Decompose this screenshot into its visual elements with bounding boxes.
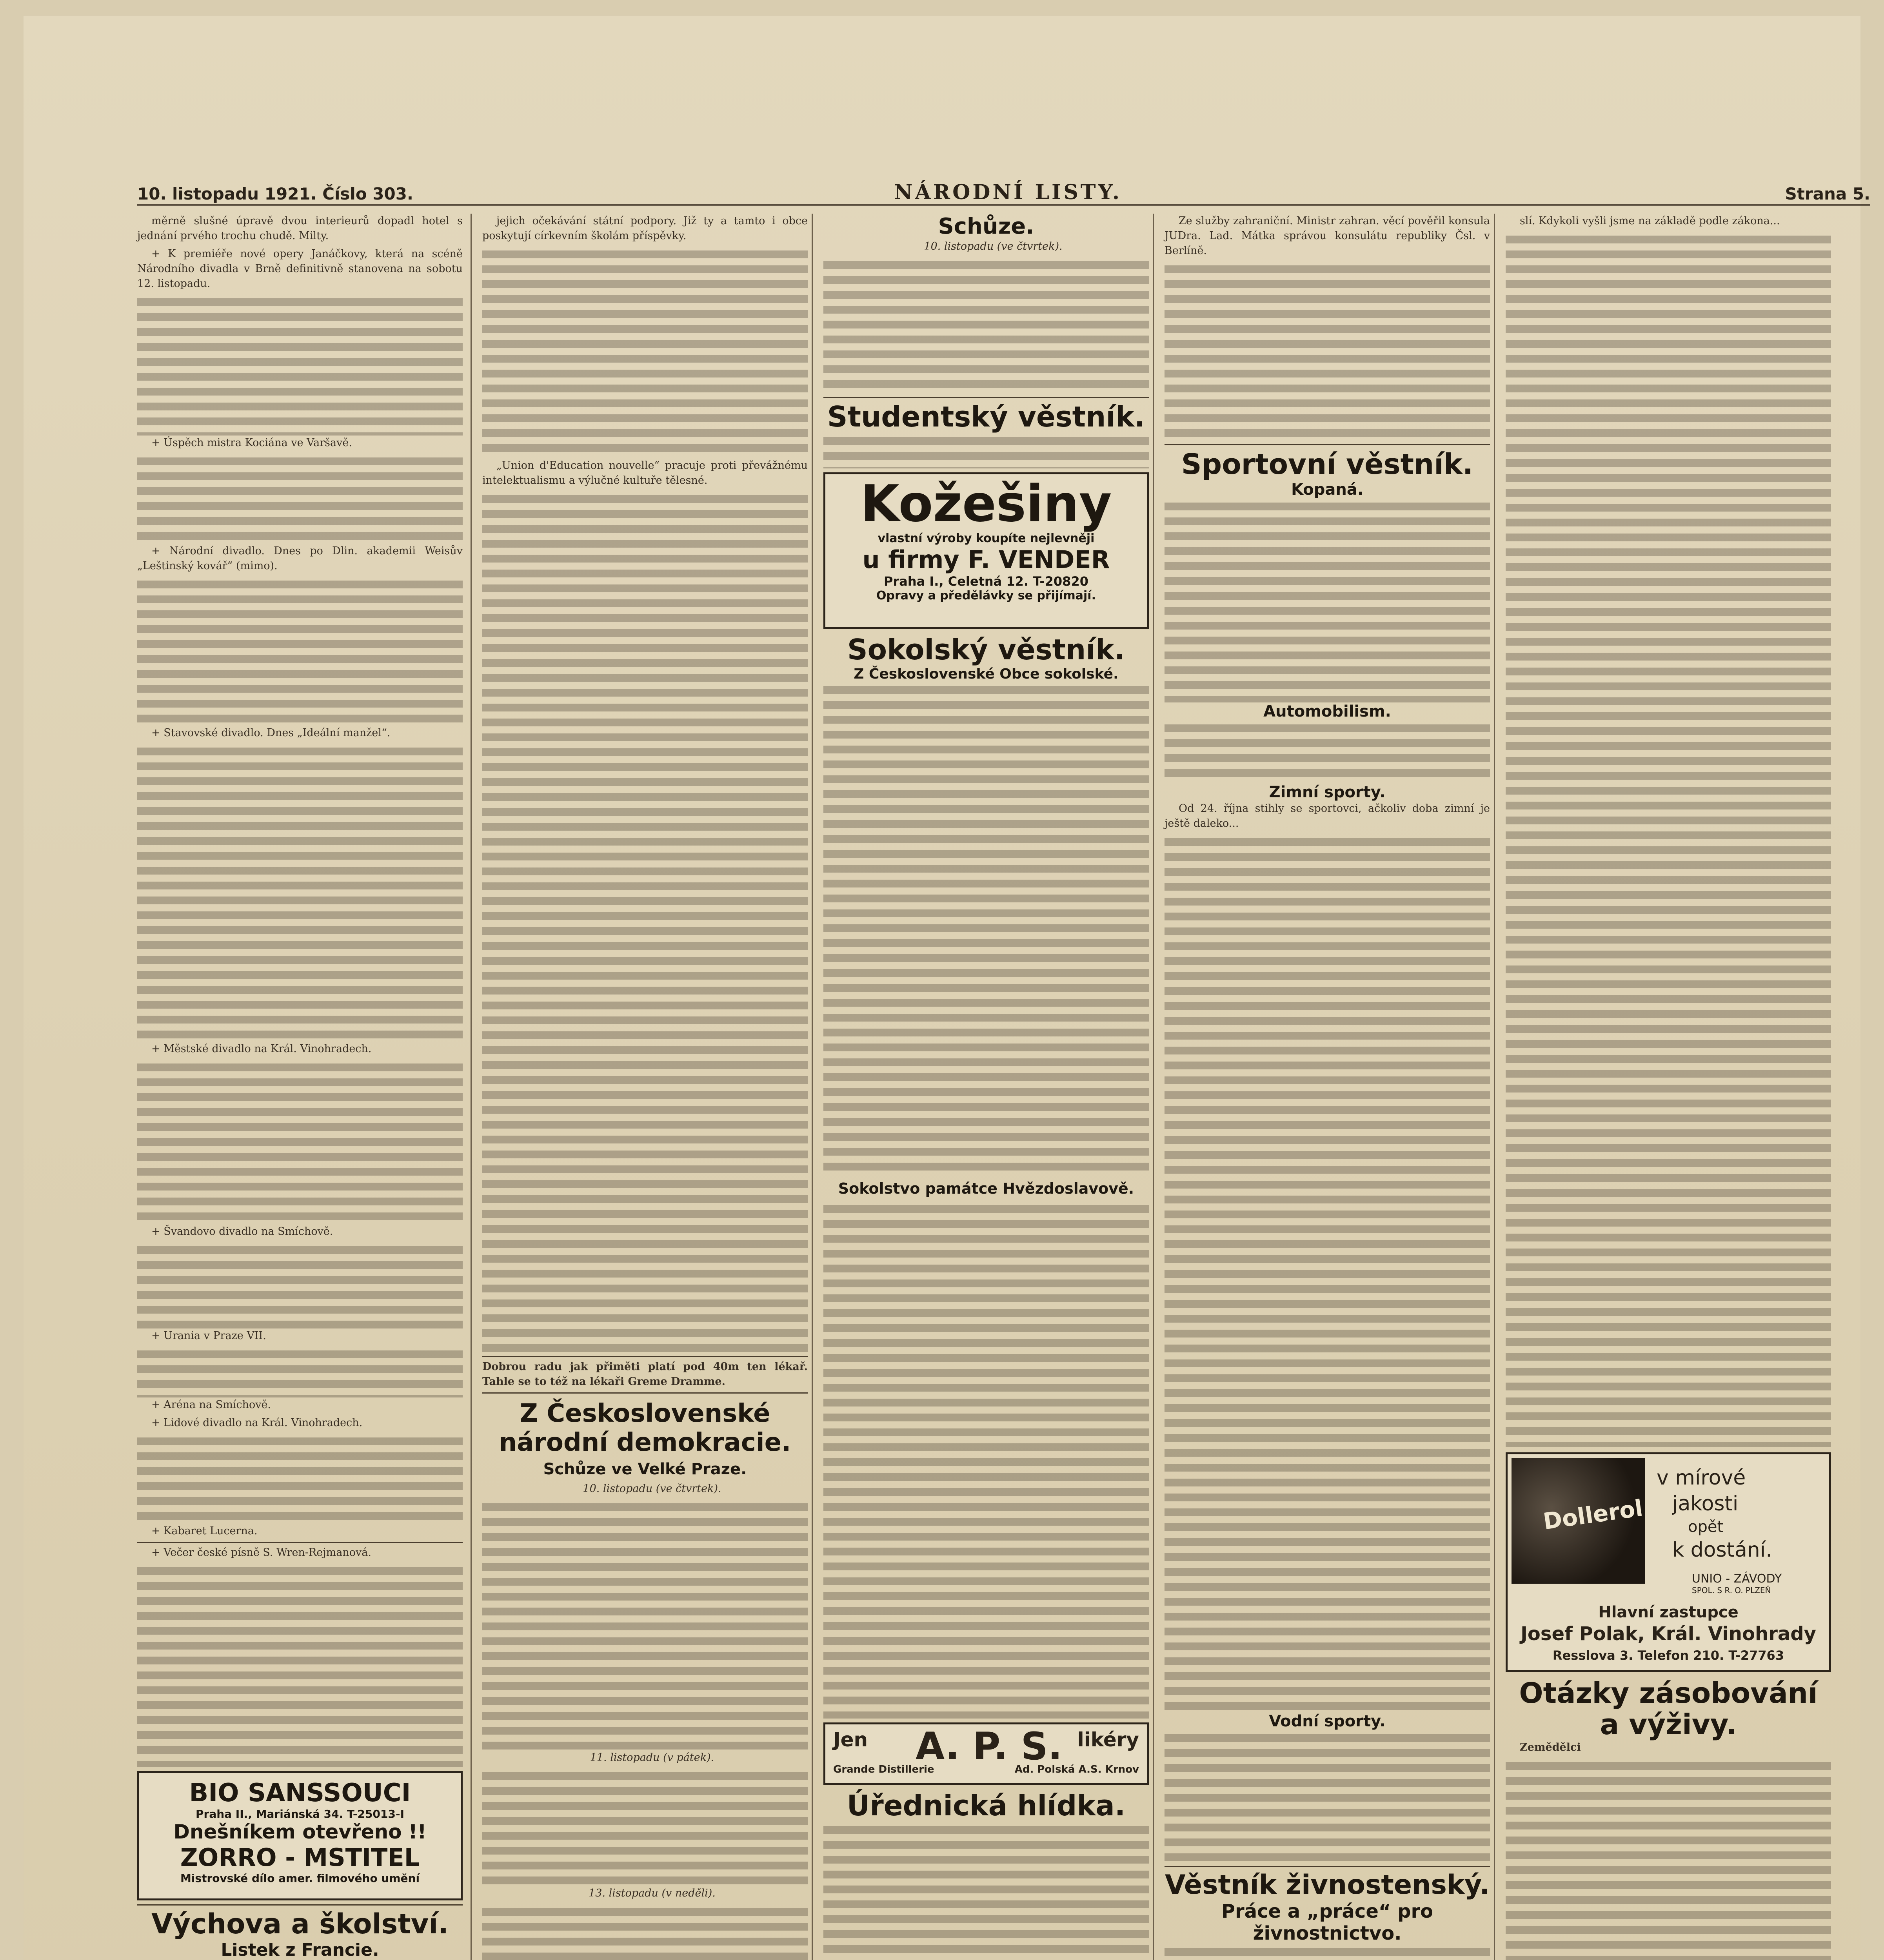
date-heading: 10. listopadu (ve čtvrtek). bbox=[583, 1483, 721, 1495]
ad-cinema-line: Dnešníkem otevřeno !! bbox=[173, 1820, 427, 1843]
section-title-narodni-demokracie: Z Československé národní demokracie. bbox=[499, 1399, 791, 1457]
text-block bbox=[1165, 720, 1490, 783]
date-heading: 10. listopadu (ve čtvrtek). bbox=[924, 240, 1063, 252]
ad-brand: A. P. S. bbox=[916, 1724, 1063, 1768]
ad-firm: u firmy F. VENDER bbox=[862, 545, 1110, 574]
text-block bbox=[1165, 834, 1490, 1712]
ad-line: opět bbox=[1688, 1518, 1724, 1536]
text-block bbox=[137, 1563, 463, 1767]
section-title-schuze: Schůze. bbox=[938, 214, 1034, 239]
divider bbox=[137, 1542, 463, 1543]
divider bbox=[482, 1392, 808, 1394]
ad-address: Praha I., Celetná 12. T-20820 bbox=[884, 574, 1088, 589]
text-block bbox=[137, 294, 463, 436]
text-block bbox=[823, 1201, 1149, 1719]
divider bbox=[137, 1904, 463, 1906]
section-subtitle: Zimní sporty. bbox=[1269, 783, 1386, 801]
divider bbox=[482, 1356, 808, 1357]
ad-rep: Hlavní zastupce bbox=[1598, 1603, 1739, 1621]
masthead-date-issue: 10. listopadu 1921. Číslo 303. bbox=[137, 184, 413, 203]
text-block bbox=[823, 257, 1149, 394]
advertisement-kozesiny bbox=[823, 472, 1149, 629]
date-heading: 11. listopadu (v pátek). bbox=[590, 1751, 714, 1764]
ad-cinema-name: BIO SANSSOUCI bbox=[189, 1779, 411, 1808]
article-paragraph: + Švandovo divadlo na Smíchově. bbox=[151, 1225, 333, 1238]
section-title-zasobovani: Otázky zásobování a výživy. bbox=[1519, 1677, 1818, 1741]
text-block bbox=[137, 1060, 463, 1224]
text-block bbox=[823, 1822, 1149, 1960]
ad-address: Resslova 3. Telefon 210. T-27763 bbox=[1552, 1648, 1784, 1663]
ad-left: Jen bbox=[833, 1728, 868, 1751]
section-subtitle: Listek z Francie. bbox=[221, 1940, 379, 1960]
ad-film-title: ZORRO - MSTITEL bbox=[180, 1843, 420, 1872]
text-block bbox=[1165, 261, 1490, 442]
ad-sub-right: Ad. Polská A.S. Krnov bbox=[1014, 1764, 1139, 1775]
article-paragraph: Od 24. října stihly se sportovci, ačkoliv doba zimní je ještě daleko... bbox=[1165, 802, 1490, 829]
section-subtitle: Automobilism. bbox=[1263, 702, 1391, 720]
article-paragraph: + Národní divadlo. Dnes po Dlin. akademii Weisův „Leštinský kovář“ (mimo). bbox=[137, 545, 463, 572]
advertisement-aps bbox=[823, 1722, 1149, 1785]
article-paragraph: + Kabaret Lucerna. bbox=[151, 1525, 258, 1537]
ad-line: vlastní výroby koupíte nejlevněji bbox=[878, 532, 1095, 545]
ad-factory-sub: SPOL. S R. O. PLZEŇ bbox=[1692, 1586, 1771, 1595]
section-title-sport: Sportovní věstník. bbox=[1181, 448, 1473, 481]
section-subtitle: Sokolstvo památce Hvězdoslavově. bbox=[838, 1180, 1134, 1197]
article-paragraph: Zemědělci bbox=[1520, 1741, 1581, 1753]
text-block bbox=[1165, 499, 1490, 702]
section-subtitle: Z Československé Obce sokolské. bbox=[854, 666, 1119, 682]
article-paragraph: jejich očekávání státní podpory. Již ty a tamto i obce poskytují církevním školám příspěvky. bbox=[482, 215, 808, 242]
ad-line: jakosti bbox=[1672, 1492, 1739, 1515]
article-paragraph: + Večer české písně S. Wren-Rejmanová. bbox=[151, 1546, 371, 1559]
ad-line: Opravy a předělávky se přijímají. bbox=[876, 589, 1096, 603]
ad-line: v mírové bbox=[1657, 1466, 1746, 1490]
column-rule bbox=[471, 214, 472, 1960]
masthead bbox=[137, 180, 1870, 206]
article-paragraph: + K premiéře nové opery Janáčkovy, která na scéně Národního divadla v Brně definitivně stanovena na sobotu 12. listopadu. bbox=[137, 248, 463, 290]
article-paragraph: + Úspěch mistra Kociána ve Varšavě. bbox=[151, 437, 352, 449]
advertisement-bio-sanssouci bbox=[137, 1771, 463, 1900]
text-block bbox=[137, 1242, 463, 1328]
text-block bbox=[137, 1347, 463, 1397]
column-4 bbox=[1165, 214, 1490, 1960]
text-block bbox=[1506, 1758, 1831, 1960]
article-paragraph: + Stavovské divadlo. Dnes „Ideální manžel“. bbox=[151, 727, 391, 739]
article-paragraph: slí. Kdykoli vyšli jsme na základě podle zákona... bbox=[1520, 215, 1780, 227]
section-subtitle: Vodní sporty. bbox=[1269, 1712, 1386, 1730]
divider bbox=[1165, 444, 1490, 445]
ad-name: Josef Polak, Král. Vinohrady bbox=[1521, 1623, 1816, 1645]
ad-title: Kožešiny bbox=[860, 475, 1112, 533]
text-block bbox=[482, 1499, 808, 1750]
text-block bbox=[137, 744, 463, 1042]
text-block bbox=[1165, 1730, 1490, 1864]
text-block bbox=[482, 491, 808, 1354]
article-paragraph: + Lidové divadlo na Král. Vinohradech. bbox=[151, 1417, 363, 1429]
ad-line: k dostání. bbox=[1672, 1538, 1772, 1562]
text-block bbox=[482, 247, 808, 458]
date-heading: 13. listopadu (v neděli). bbox=[589, 1887, 716, 1899]
article-paragraph: + Městské divadlo na Král. Vinohradech. bbox=[151, 1043, 372, 1055]
ad-right: likéry bbox=[1077, 1728, 1139, 1751]
divider bbox=[823, 397, 1149, 398]
article-paragraph: Ze služby zahraniční. Ministr zahran. věcí pověřil konsula JUDra. Lad. Mátka správou konsulátu republiky Čsl. v Berlíně. bbox=[1165, 215, 1490, 257]
column-rule bbox=[1494, 214, 1495, 1960]
column-rule bbox=[1153, 214, 1154, 1960]
ad-cinema-address: Praha II., Mariánská 34. T-25013-I bbox=[196, 1808, 404, 1820]
divider bbox=[1165, 1866, 1490, 1867]
article-paragraph: + Urania v Praze VII. bbox=[151, 1330, 266, 1342]
ad-factory: UNIO - ZÁVODY bbox=[1692, 1572, 1782, 1586]
column-1 bbox=[137, 214, 463, 1960]
section-title-vychova: Výchova a školství. bbox=[151, 1908, 449, 1940]
ad-sub-left: Grande Distillerie bbox=[833, 1764, 934, 1775]
column-3 bbox=[823, 214, 1149, 1960]
ad-film-sub: Mistrovské dílo amer. filmového umění bbox=[180, 1872, 420, 1885]
ad-brand: Dollerol bbox=[1541, 1494, 1644, 1535]
newspaper-page bbox=[24, 16, 1870, 1960]
notice-text: Dobrou radu jak přiměti platí pod 40m ten lékař. Tahle se to též na lékaři Greme Dramme. bbox=[482, 1361, 808, 1388]
masthead-title: NÁRODNÍ LISTY. bbox=[894, 180, 1122, 204]
article-paragraph: měrně slušné úpravě dvou interieurů dopadl hotel s jednání prvého trochu chudě. Milty. bbox=[137, 215, 463, 242]
section-subtitle: Práce a „práce“ pro živnostnictvo. bbox=[1221, 1900, 1433, 1944]
column-5 bbox=[1506, 214, 1831, 1960]
column-rule bbox=[812, 214, 813, 1960]
text-block bbox=[823, 682, 1149, 1176]
section-title-zivnost: Věstník živnostenský. bbox=[1165, 1869, 1490, 1900]
section-subtitle: Kopaná. bbox=[1291, 481, 1364, 499]
text-block bbox=[137, 1434, 463, 1524]
text-block bbox=[1506, 232, 1831, 1447]
text-block bbox=[137, 577, 463, 726]
text-block bbox=[137, 454, 463, 544]
masthead-page: Strana 5. bbox=[1785, 184, 1870, 203]
article-paragraph: „Union d'Education nouvelle“ pracuje proti převážnému intelektualismu a výlučné kultuře tělesné. bbox=[482, 459, 808, 486]
section-subtitle: Schůze ve Velké Praze. bbox=[543, 1460, 747, 1478]
section-title-sokol: Sokolský věstník. bbox=[847, 633, 1125, 666]
text-block bbox=[1165, 1944, 1490, 1960]
article-paragraph: + Aréna na Smíchově. bbox=[151, 1399, 271, 1411]
text-block bbox=[482, 1768, 808, 1886]
section-title-student: Studentský věstník. bbox=[827, 400, 1145, 433]
column-2 bbox=[482, 214, 808, 1960]
advertisement-dolleroi bbox=[1506, 1452, 1831, 1672]
text-block bbox=[823, 433, 1149, 468]
section-title-urednicka: Úřednická hlídka. bbox=[847, 1789, 1126, 1822]
text-block bbox=[482, 1904, 808, 1960]
